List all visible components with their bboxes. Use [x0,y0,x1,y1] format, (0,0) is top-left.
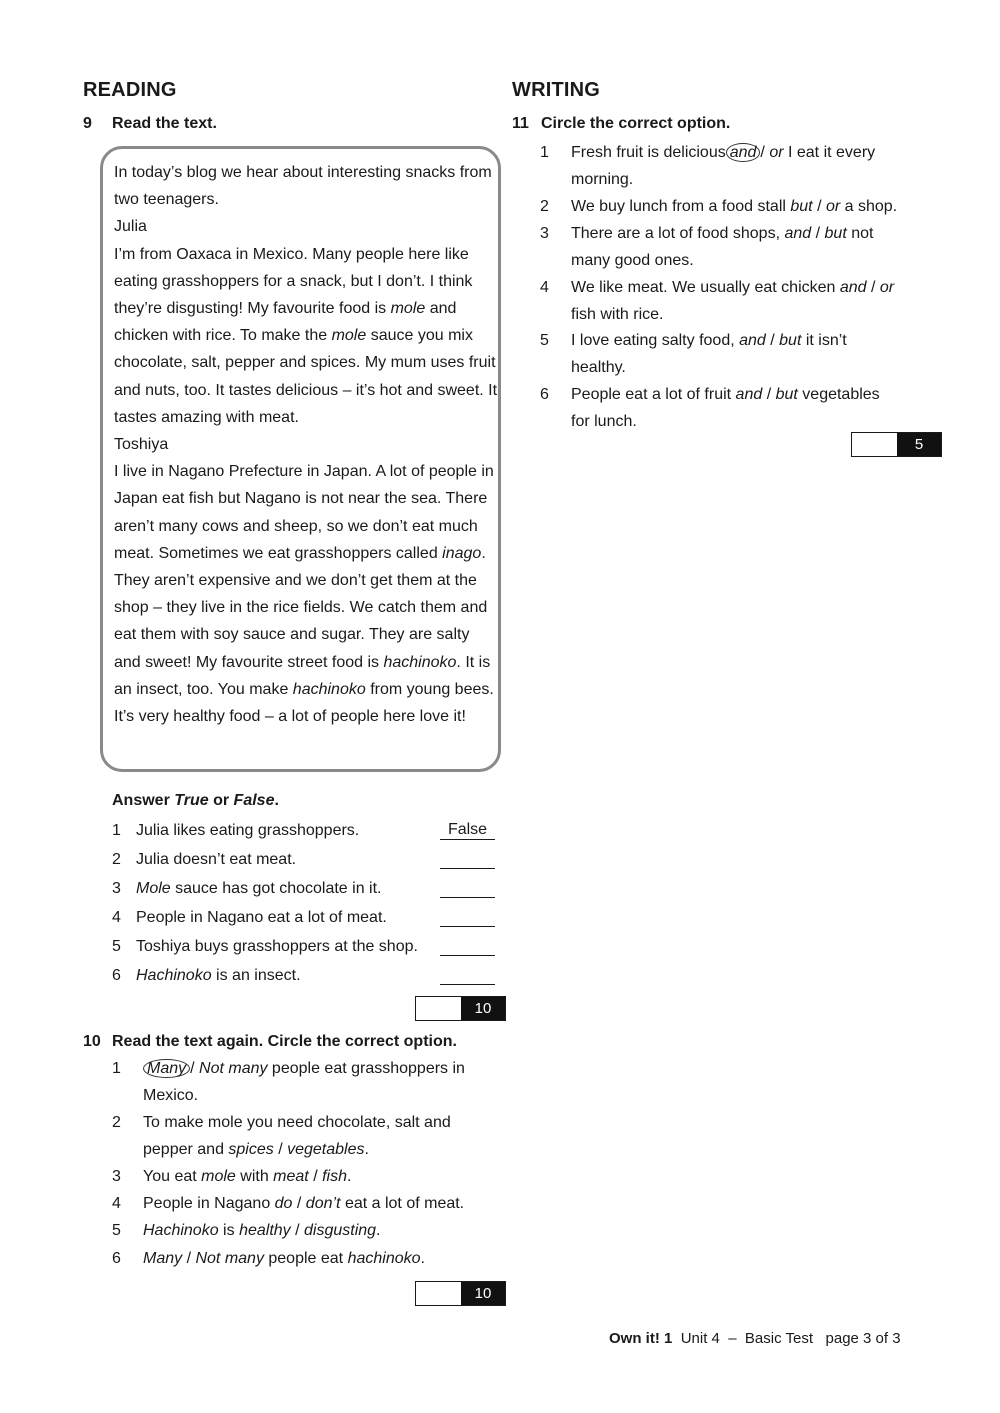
passage-julia-name: Julia [114,218,147,236]
score-total: 5 [897,433,941,456]
score-box-task-11 [851,432,942,457]
reading-passage-box [100,146,501,772]
score-blank[interactable] [416,997,461,1020]
answer-blank[interactable]: False [440,820,495,840]
score-total: 10 [461,1282,505,1305]
footer-unit: Unit 4 [680,1330,720,1347]
answer-blank[interactable] [440,849,495,869]
tf-item: 5 Toshiya buys grasshoppers at the shop. [112,932,496,961]
circled-option[interactable]: and [726,143,761,162]
score-box-task-10 [415,1281,506,1306]
task-text: Read the text again. Circle the correct option. [112,1033,457,1050]
answer-blank[interactable] [440,965,495,985]
score-blank[interactable] [852,433,897,456]
tf-item: 4 People in Nagano eat a lot of meat. [112,903,496,932]
passage-toshiya-text: I live in Nagano Prefecture in Japan. A lot of people in Japan eat fish but Nagano is not near the sea. There aren’t many cows and sheep, so we don’t eat much meat. Sometimes we eat grasshoppers called inago. They aren’t expensive and we don’t get them at the shop – they live in the rice fields. We catch them and eat them with soy sauce and sugar. They are salty and sweet! My favourite street food is hachinoko. It is an insect, too. You make hachinoko from young bees. It’s very healthy food – a lot of people here love it! [114,463,494,726]
task-text: Read the text. [112,115,217,132]
score-blank[interactable] [416,1282,461,1305]
task-9-instruction [83,115,217,133]
passage-toshiya-name: Toshiya [114,436,169,454]
footer-test: Basic Test [744,1330,813,1347]
true-false-instruction: Answer True or False. [112,792,279,809]
passage-intro: In today’s blog we hear about interesting snacks from two teenagers. [114,164,492,209]
task-10-instruction [83,1033,457,1051]
page-footer: Own it! 1 Unit 4 – Basic Test page 3 of 3 [609,1330,901,1347]
task-text: Circle the correct option. [541,115,731,132]
reading-heading: READING [83,79,177,101]
answer-blank[interactable] [440,907,495,927]
answer-blank[interactable] [440,936,495,956]
writing-heading: WRITING [512,79,601,101]
footer-book: Own it! 1 [609,1330,673,1347]
footer-page: page 3 of 3 [825,1330,901,1347]
score-box-task-9 [415,996,506,1021]
task-number: 10 [83,1033,101,1050]
score-total: 10 [461,997,505,1020]
tf-item: 1 Julia likes eating grasshoppers. False [112,816,496,845]
task-11-instruction [512,115,730,133]
passage-julia-text: I’m from Oaxaca in Mexico. Many people here like eating grasshoppers for a snack, but I don’t. I think they’re disgusting! My favourite food is mole and chicken with rice. To make the mole sauce you mix chocolate, salt, pepper and spices. My mum uses fruit and nuts, too. It tastes delicious – it’s hot and sweet. It tastes amazing with meat. [114,245,498,426]
circled-option[interactable]: Many [143,1059,190,1078]
task-number: 9 [83,115,92,132]
tf-item: 6 Hachinoko is an insect. [112,961,496,990]
tf-item: 3 Mole sauce has got chocolate in it. [112,874,496,903]
answer-blank[interactable] [440,878,495,898]
tf-item: 2 Julia doesn’t eat meat. [112,845,496,874]
task-number: 11 [512,115,529,132]
